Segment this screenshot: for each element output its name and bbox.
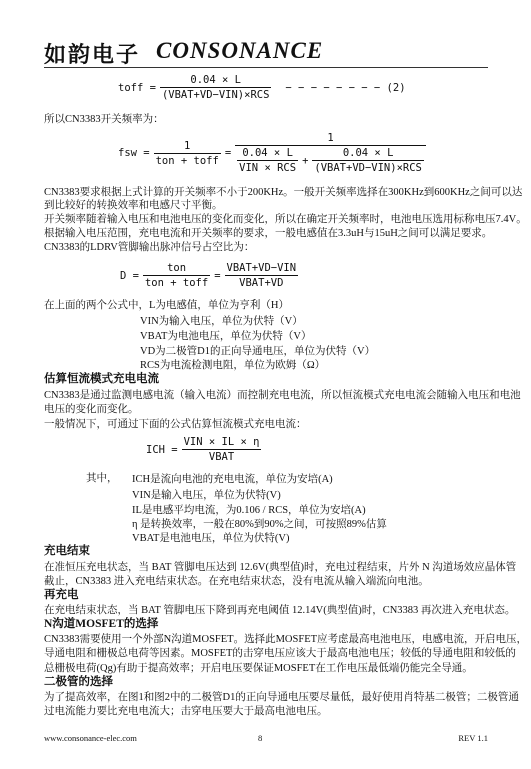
duty-f2-numerator: VBAT+VD−VIN [226, 262, 297, 274]
ich-numerator: VIN × IL × η [183, 436, 260, 448]
fsw-fraction-1 [154, 140, 221, 167]
duty-fraction-1 [143, 262, 210, 289]
diode-line-2: 过电流能力要比充电电流大；击穿电压要大于最高电池电压。 [44, 706, 328, 717]
defs-intro: 在上面的两个公式中，L为电感值，单位为亨利（H） [44, 300, 289, 311]
duty-equals: = [214, 269, 221, 282]
footer-page-number: 8 [258, 733, 263, 743]
fsw-b-denominator: (VBAT+VD−VIN)×RCS [314, 162, 422, 174]
fsw-f2-numerator: 1 [327, 132, 334, 144]
def-vd: VD为二极管D1的正向导通电压，单位为伏特（V） [140, 346, 376, 357]
ich-def-1: ICH是流向电池的充电电流，单位为安培(A) [132, 474, 333, 485]
brand-chinese-logo: 如韵电子 [44, 42, 141, 68]
section-title-diode: 二极管的选择 [44, 676, 113, 688]
para1-line-4: 根据输入电压范围，充电电流和开关频率的要求，一般电感值在3.3uH与15uH之间可以满足要求。 [44, 228, 493, 239]
charge-end-line-1: 在准恒压充电状态，当 BAT 管脚电压达到 12.6V(典型值)时，充电过程结束，片外 N 沟道场效应晶体管 [44, 562, 517, 573]
duty-fraction-2 [225, 262, 299, 289]
toff-numerator: 0.04 × L [190, 74, 241, 86]
fsw-lhs: fsw = [118, 147, 150, 159]
duty-lhs: D = [120, 269, 139, 282]
fsw-term-b [312, 147, 423, 174]
section-title-recharge: 再充电 [44, 589, 79, 601]
estimate-line-2: 电压的变化而变化。 [44, 404, 139, 415]
equation-toff [118, 74, 406, 101]
section-title-charge-end: 充电结束 [44, 545, 90, 557]
equation-number: − − − − − − − − (2) [285, 81, 406, 94]
ich-def-2: VIN是输入电压，单位为伏特(V) [132, 490, 281, 501]
mosfet-line-2: 导通电阻和栅极总电荷等因素。MOSFET的击穿电压应该大于最高电池电压；较低的导通电阻和较低的 [44, 648, 516, 659]
def-vbat: VBAT为电池电压，单位为伏特（V） [140, 331, 312, 342]
ich-denominator: VBAT [182, 449, 262, 463]
fsw-term-a [237, 147, 298, 174]
header-rule [44, 67, 488, 68]
equation-ich [146, 436, 261, 463]
estimate-line-3: 一般情况下，可通过下面的公式估算恒流模式充电电流： [44, 419, 307, 430]
fsw-plus: + [302, 154, 309, 167]
fsw-f1-denominator: ton + toff [155, 154, 219, 167]
equation-duty [120, 262, 298, 289]
charge-end-line-2: 截止，CN3383 进入充电结束状态。在充电结束状态，没有电流从输入端流向电池。 [44, 576, 429, 587]
estimate-line-1: CN3383是通过监测电感电流（输入电流）而控制充电电流，所以恒流模式充电电流会随输入电压和电池 [44, 390, 521, 401]
ich-fraction [182, 436, 262, 463]
fsw-b-numerator: 0.04 × L [342, 147, 394, 159]
fsw-f2-denominator [235, 145, 426, 174]
section-title-estimate: 估算恒流模式充电电流 [44, 373, 159, 385]
duty-f1-numerator: ton [167, 262, 187, 274]
fsw-f1-numerator: 1 [184, 139, 191, 152]
diode-line-1: 为了提高效率，在图1和图2中的二极管D1的正向导通电压要尽量低，最好使用肖特基二极管；二极管通 [44, 692, 519, 703]
para1-line-2: 到比较好的转换效率和电感尺寸平衡。 [44, 200, 223, 211]
recharge-line-1: 在充电结束状态，当 BAT 管脚电压下降到再充电阈值 12.14V(典型值)时，CN3383 再次进入充电状态。 [44, 605, 516, 616]
mosfet-line-3: 总栅极电荷(Qg)有助于提高效率；开启电压要保证MOSFET在工作电压最低端仍能完全导通。 [44, 663, 473, 674]
ich-def-4: η 是转换效率，一般在80%到90%之间，可按照89%估算 [132, 519, 387, 530]
toff-fraction [160, 74, 271, 101]
toff-lhs: toff = [118, 81, 156, 94]
brand-english-logo: CONSONANCE [156, 38, 324, 63]
para1-line-3: 开关频率随着输入电压和电池电压的变化而变化，所以在确定开关频率时，电池电压选用标称电压7.4V。 [44, 214, 527, 225]
toff-denominator: (VBAT+VD−VIN)×RCS [161, 89, 270, 101]
section-title-mosfet: N沟道MOSFET的选择 [44, 618, 159, 630]
freq-intro-text: 所以CN3383开关频率为： [44, 114, 164, 125]
ich-def-5: VBAT是电池电压，单位为伏特(V) [132, 533, 290, 544]
page-header [44, 38, 494, 66]
ich-def-3: IL是电感平均电流，为0.106 / RCS，单位为安培(A) [132, 505, 366, 516]
equation-fsw [118, 132, 426, 174]
fsw-fraction-2 [235, 132, 426, 174]
para1-line-5: CN3383的LDRV管脚输出脉冲信号占空比为： [44, 242, 255, 253]
duty-f1-denominator: ton + toff [144, 277, 209, 289]
ich-lhs: ICH = [146, 443, 178, 456]
duty-f2-denominator: VBAT+VD [225, 275, 299, 289]
footer-website-link[interactable]: www.consonance-elec.com [44, 733, 137, 743]
def-vin: VIN为输入电压，单位为伏特（V） [140, 316, 303, 327]
def-rcs: RCS为电流检测电阻，单位为欧姆（Ω） [140, 360, 326, 371]
mosfet-line-1: CN3383需要使用一个外部N沟道MOSFET。选择此MOSFET应考虑最高电池电压，电感电流，开启电压， [44, 634, 528, 645]
fsw-equals: = [224, 147, 232, 159]
ich-where-label: 其中， [86, 473, 118, 484]
para1-line-1: CN3383要求根据上式计算的开关频率不小于200KHz。一般开关频率选择在300KHz到600KHz之间可以达 [44, 187, 523, 198]
fsw-a-numerator: 0.04 × L [242, 147, 293, 159]
footer-revision: REV 1.1 [458, 733, 488, 743]
fsw-a-denominator: VIN × RCS [239, 162, 297, 174]
